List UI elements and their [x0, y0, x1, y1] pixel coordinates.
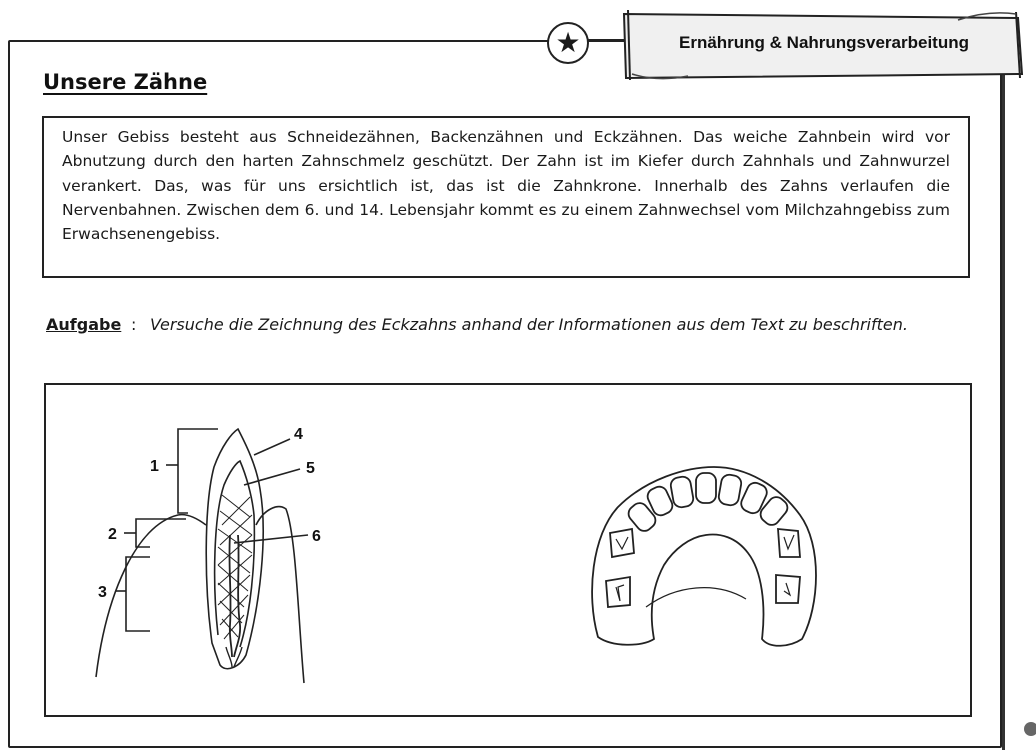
canine-tooth-drawing: [96, 429, 308, 683]
star-icon: ★: [547, 22, 589, 64]
diagram-label-2: 2: [108, 526, 117, 543]
corner-blot: [1024, 722, 1036, 736]
info-paragraph: Unser Gebiss besteht aus Schneidezähnen, Backenzähnen und Eckzähnen. Das weiche Zahnbein wird vor Abnutzung durch den harten Zahnschmelz geschützt. Der Zahn ist im Kiefer durch Zahnhals und Zahnwurzel verankert. Das, was für uns ersichtlich ist, das ist die Zahnkrone. Innerhalb des Zahns verlaufen die Nervenbahnen. Zwischen dem 6. und 14. Lebensjahr kommt es zu einem Zahnwechsel vom Milchzahngebiss zum Erwachsenengebiss.: [62, 128, 950, 244]
diagram-label-3: 3: [98, 584, 107, 601]
drawings-canvas: [46, 385, 970, 715]
task-instruction: Versuche die Zeichnung des Eckzahns anhand der Informationen aus dem Text zu beschriften.: [150, 315, 908, 334]
task-colon: :: [131, 315, 137, 334]
diagram-label-1: 1: [150, 458, 159, 475]
diagram-label-6: 6: [312, 528, 321, 545]
drawing-area: [44, 383, 972, 717]
dental-arch-drawing: [592, 467, 816, 646]
info-text-box: [42, 116, 970, 278]
task-label: Aufgabe: [46, 315, 122, 334]
frame-shadow: [1002, 74, 1005, 750]
page-title: Unsere Zähne: [43, 70, 208, 94]
topic-banner: [618, 8, 1030, 82]
banner-title: Ernährung & Nahrungsverarbeitung: [679, 33, 969, 52]
diagram-label-5: 5: [306, 460, 315, 477]
diagram-label-4: 4: [294, 426, 303, 443]
